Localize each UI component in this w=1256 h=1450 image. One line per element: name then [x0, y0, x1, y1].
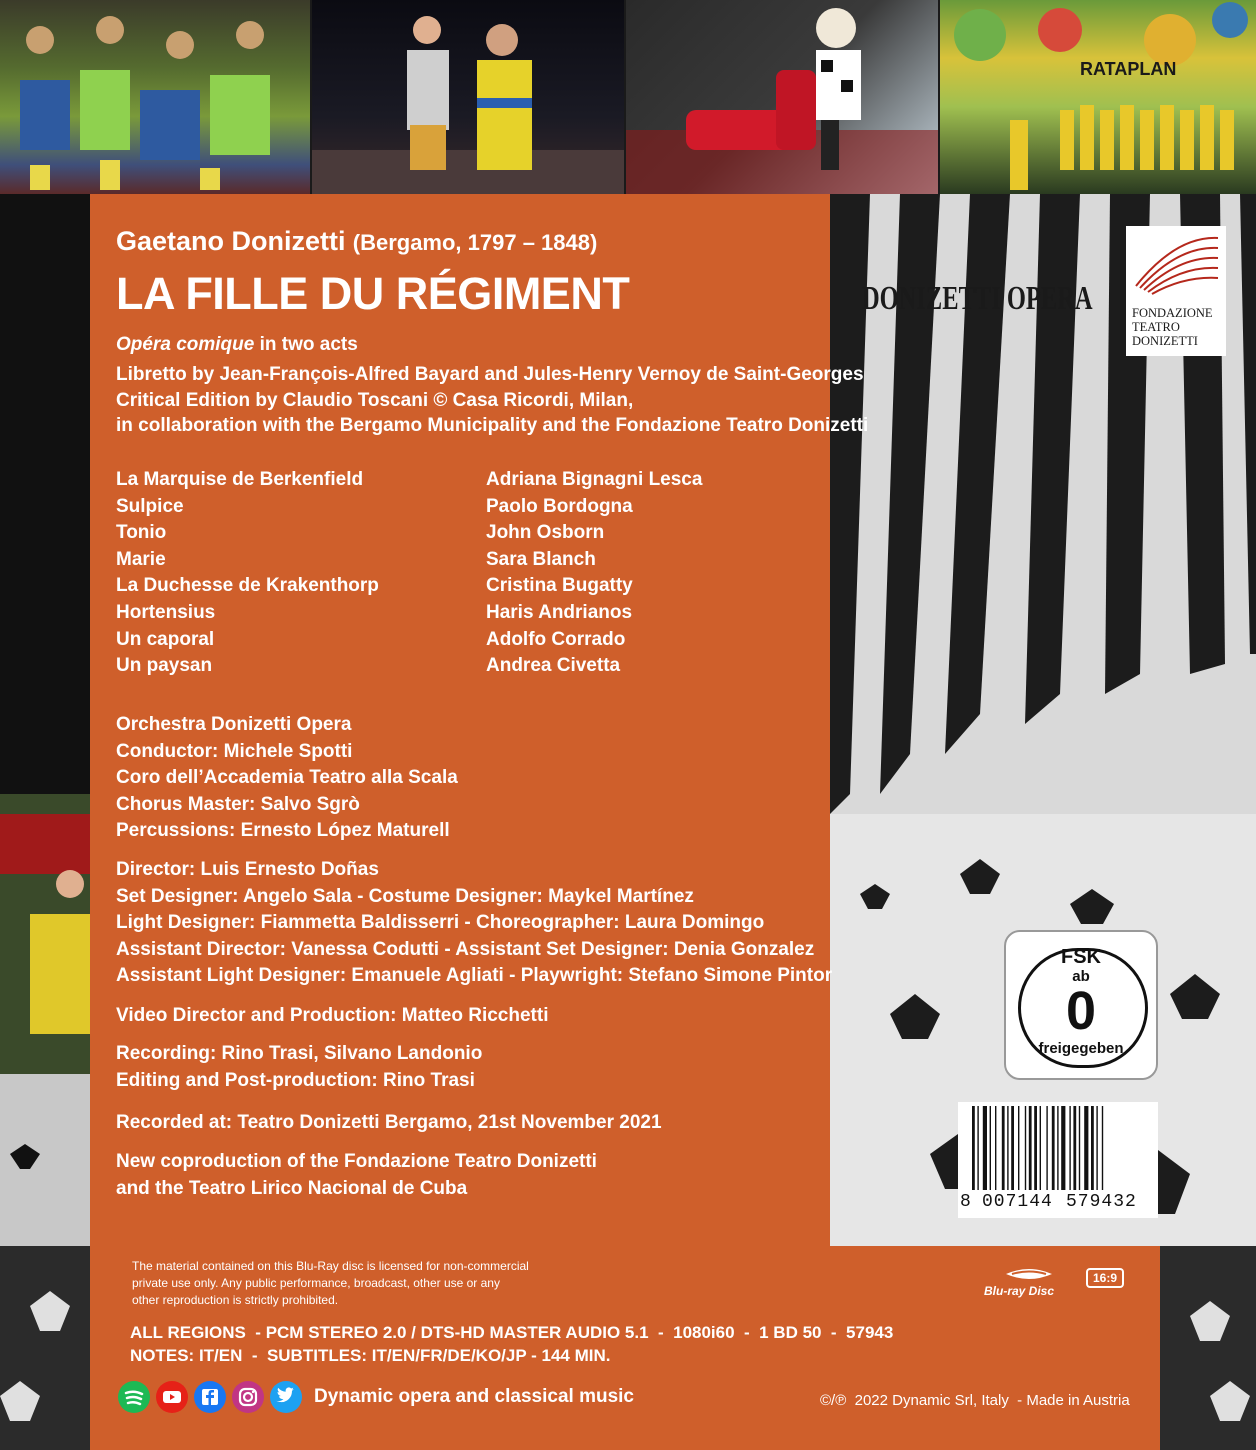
photo-soldiers-chorus	[0, 0, 310, 194]
fsk-ab: ab	[1072, 968, 1090, 985]
cast-singer: Cristina Bugatty	[486, 575, 633, 597]
social-tagline: Dynamic opera and classical music	[314, 1386, 634, 1407]
recording-credits	[116, 1041, 482, 1094]
barcode-digits-last: 579432	[1066, 1192, 1137, 1212]
legal-notice	[132, 1258, 529, 1309]
legal-line: The material contained on this Blu-Ray disc is licensed for non-commercial	[132, 1259, 529, 1273]
fsk-age: 0	[1065, 981, 1097, 1041]
photo-chorus-rataplan	[940, 0, 1256, 194]
fondazione-line: FONDAZIONE	[1132, 306, 1213, 320]
music-credit: Conductor: Michele Spotti	[116, 740, 353, 762]
stage-photo-left-strip	[0, 194, 90, 1246]
cast-singer: Andrea Civetta	[486, 655, 621, 677]
cast-role: Tonio	[116, 522, 167, 544]
cast-role: Un caporal	[116, 628, 215, 650]
facebook-icon[interactable]	[194, 1381, 226, 1413]
collaboration-credit: in collaboration with the Bergamo Municipality and the Fondazione Teatro Donizetti	[116, 415, 869, 436]
video-credit: Video Director and Production: Matteo Ricchetti	[116, 1005, 549, 1026]
cast-singer: Sara Blanch	[486, 548, 596, 570]
cast-roles	[116, 467, 379, 680]
fsk-bottom: freigegeben	[1038, 1040, 1124, 1057]
music-credit: Orchestra Donizetti Opera	[116, 714, 352, 735]
cast-singer: Adriana Bignagni Lesca	[486, 469, 703, 490]
spotify-icon[interactable]	[118, 1381, 150, 1413]
music-credit: Coro dell’Accademia Teatro alla Scala	[116, 767, 458, 789]
cast-role: La Marquise de Berkenfield	[116, 469, 364, 490]
fsk-rating-badge	[1004, 930, 1158, 1080]
donizetti-opera-logo: DONIZETTI OPERA	[862, 280, 1093, 317]
cast-singer: John Osborn	[486, 522, 605, 544]
bluray-logo	[984, 1266, 1074, 1306]
production-credit: Assistant Director: Vanessa Codutti - Assistant Set Designer: Denia Gonzalez	[116, 938, 815, 960]
photo-duchesse-chaise	[626, 0, 938, 194]
copyright-line: ©/℗ 2022 Dynamic Srl, Italy - Made in Austria	[820, 1392, 1130, 1409]
genre-line	[116, 332, 358, 359]
libretto-credit: Libretto by Jean-François-Alfred Bayard and Jules-Henry Vernoy de Saint-Georges	[116, 364, 864, 385]
twitter-icon[interactable]	[270, 1381, 302, 1413]
cast-singer: Adolfo Corrado	[486, 628, 626, 650]
cast-role: La Duchesse de Krakenthorp	[116, 575, 379, 597]
fondazione-line: DONIZETTI	[1132, 334, 1198, 348]
bluray-disc-icon	[1004, 1266, 1054, 1282]
production-credit: Assistant Light Designer: Emanuele Agliati - Playwright: Stefano Simone Pintor	[116, 965, 833, 987]
composer-dates: (Bergamo, 1797 – 1848)	[352, 230, 598, 255]
coproduction-line: New coproduction of the Fondazione Teatro Donizetti	[116, 1151, 597, 1172]
cast-singer: Haris Andrianos	[486, 601, 633, 623]
opera-title: LA FILLE DU RÉGIMENT	[116, 268, 630, 319]
recorded-at: Recorded at: Teatro Donizetti Bergamo, 21st November 2021	[116, 1112, 662, 1133]
cast-role: Sulpice	[116, 495, 184, 517]
barcode-digit-first: 8	[960, 1192, 971, 1212]
coproduction-line: and the Teatro Lirico Nacional de Cuba	[116, 1177, 468, 1199]
aspect-ratio-badge: 16:9	[1086, 1268, 1124, 1288]
composer-name: Gaetano Donizetti	[116, 226, 346, 256]
legal-line: other reproduction is strictly prohibited.	[132, 1293, 339, 1307]
cast-role: Hortensius	[116, 601, 216, 623]
production-credits	[116, 857, 832, 990]
legal-line: private use only. Any public performance, broadcast, other use or any	[132, 1276, 500, 1290]
fondazione-logo	[1126, 226, 1226, 356]
genre-italic: Opéra comique	[116, 334, 255, 355]
coproduction-credits	[116, 1149, 597, 1202]
music-credits	[116, 712, 458, 845]
cast-singers	[486, 467, 702, 680]
barcode	[958, 1102, 1158, 1218]
fondazione-line: TEATRO	[1132, 320, 1180, 334]
barcode-bars	[958, 1106, 1158, 1200]
cast-singer: Paolo Bordogna	[486, 495, 633, 517]
production-credit: Set Designer: Angelo Sala - Costume Designer: Maykel Martínez	[116, 885, 694, 907]
cast-role: Un paysan	[116, 655, 213, 677]
stage-photo-bottom-left	[0, 1246, 90, 1450]
recording-credit: Editing and Post-production: Rino Trasi	[116, 1069, 475, 1091]
youtube-icon[interactable]	[156, 1381, 188, 1413]
music-credit: Percussions: Ernesto López Maturell	[116, 820, 450, 842]
stage-photo-bottom-right	[1160, 1246, 1256, 1450]
critical-edition-credit: Critical Edition by Claudio Toscani © Casa Ricordi, Milan,	[116, 390, 634, 411]
bluray-logo-text: Blu-ray Disc	[984, 1284, 1055, 1298]
production-credit: Director: Luis Ernesto Doñas	[116, 859, 379, 880]
photo-marie-tonio	[312, 0, 624, 194]
cast-role: Marie	[116, 548, 166, 570]
music-credit: Chorus Master: Salvo Sgrò	[116, 793, 360, 815]
instagram-icon[interactable]	[232, 1381, 264, 1413]
specs-line-1: ALL REGIONS - PCM STEREO 2.0 / DTS-HD MASTER AUDIO 5.1 - 1080i60 - 1 BD 50 - 57943	[130, 1323, 894, 1342]
fondazione-wave-icon	[1126, 226, 1226, 296]
specs-line-2: NOTES: IT/EN - SUBTITLES: IT/EN/FR/DE/KO/JP - 144 MIN.	[130, 1346, 611, 1365]
barcode-digits-mid: 007144	[982, 1192, 1053, 1212]
genre-rest: in two acts	[254, 334, 358, 355]
svg-text:RATAPLAN: RATAPLAN	[1080, 59, 1177, 79]
production-credit: Light Designer: Fiammetta Baldisserri - Choreographer: Laura Domingo	[116, 912, 765, 934]
recording-credit: Recording: Rino Trasi, Silvano Landonio	[116, 1043, 483, 1064]
fsk-label: FSK	[1061, 946, 1101, 968]
composer-line	[116, 226, 597, 257]
